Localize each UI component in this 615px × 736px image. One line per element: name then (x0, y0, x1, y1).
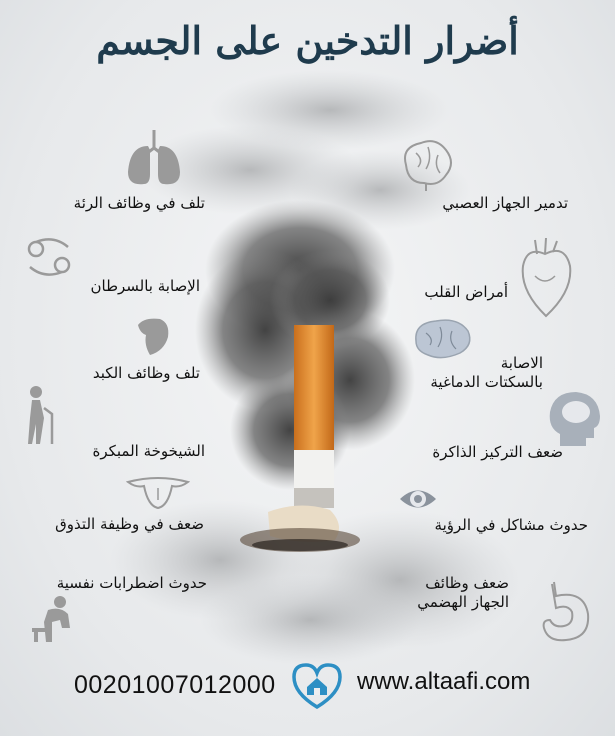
label-liver: تلف وظائف الكبد (92, 364, 200, 382)
label-psychological: حدوث اضطرابات نفسية (56, 574, 207, 592)
label-memory: ضعف التركيز الذاكرة (432, 443, 563, 461)
heart-icon (515, 236, 577, 322)
depressed-person-icon (30, 592, 82, 644)
label-vision: حدوث مشاكل في الرؤية (434, 516, 588, 534)
label-digestive: ضعف وظائف الجهاز الهضمي (417, 574, 509, 611)
website-url[interactable]: www.altaafi.com (357, 668, 531, 695)
label-heart-disease: أمراض القلب (424, 283, 508, 301)
phone-number: 00201007012000 (74, 671, 276, 699)
label-stroke: الاصابة بالسكتات الدماغية (430, 354, 543, 391)
label-taste: ضعف في وظيفة التذوق (55, 515, 204, 533)
heart-house-logo-icon (288, 661, 346, 711)
cancer-icon (24, 235, 74, 279)
liver-icon (134, 315, 170, 357)
label-cancer: الإصابة بالسرطان (90, 277, 200, 295)
stomach-icon (534, 580, 594, 646)
brain-icon (396, 135, 456, 193)
label-nervous-system: تدمير الجهاز العصبي (442, 194, 568, 212)
elderly-icon (22, 384, 58, 446)
label-lungs: تلف في وظائف الرئة (73, 194, 205, 212)
tongue-icon (126, 476, 190, 510)
head-brain-icon (546, 390, 602, 448)
eye-icon (398, 484, 438, 514)
page-title: أضرار التدخين على الجسم (96, 18, 519, 63)
lungs-icon (124, 128, 184, 188)
label-aging: الشيخوخة المبكرة (92, 442, 205, 460)
